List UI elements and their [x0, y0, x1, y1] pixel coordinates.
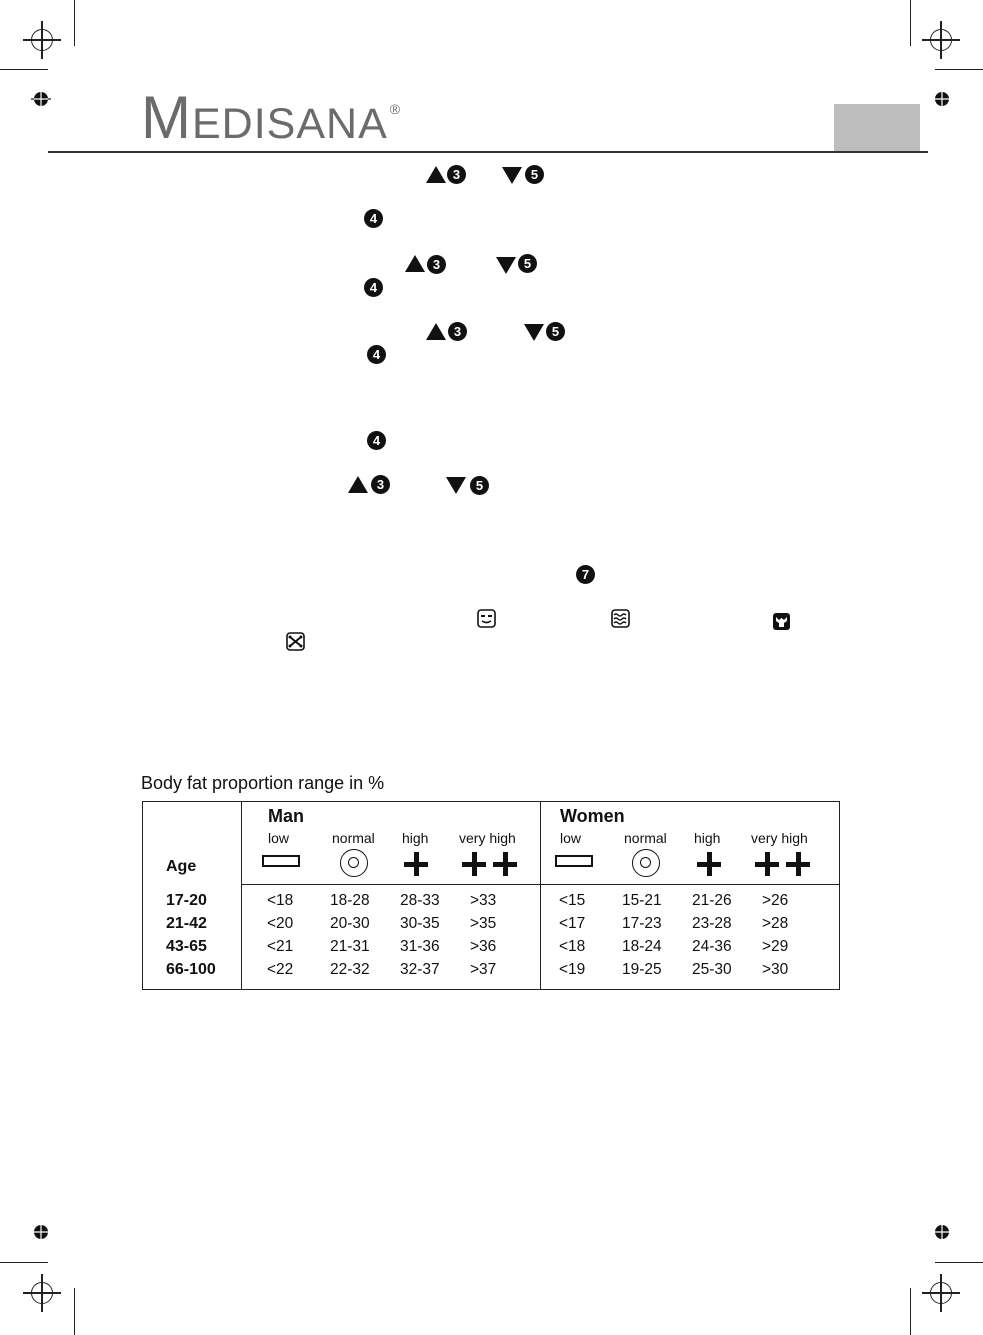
- table-cell: >30: [762, 961, 789, 978]
- table-cell: 32-37: [400, 961, 440, 978]
- women-low-label: low: [560, 830, 582, 846]
- registration-dot-top-right: [932, 89, 952, 109]
- women-very-high-label: very high: [751, 830, 808, 846]
- table-cell: <21: [267, 938, 294, 955]
- table-cell: 30-35: [400, 915, 440, 932]
- table-cell: <18: [267, 892, 294, 909]
- man-very-high-label: very high: [459, 830, 516, 846]
- up-arrow-icon: [426, 166, 446, 183]
- up-arrow-icon: [405, 255, 425, 272]
- normal-circle-icon: [632, 849, 660, 877]
- table-cell: 22-32: [330, 961, 370, 978]
- bone-icon: [286, 632, 305, 651]
- low-rectangle-icon: [555, 855, 593, 867]
- button-4-badge: 4: [364, 278, 383, 297]
- header-rule: [48, 151, 928, 153]
- header-divider: [241, 884, 839, 885]
- table-cell: 15-21: [622, 892, 662, 909]
- registration-dot-top-left: [31, 89, 51, 109]
- table-cell: >36: [470, 938, 497, 955]
- table-cell: <18: [559, 938, 586, 955]
- up-arrow-icon: [426, 323, 446, 340]
- button-3-badge: 3: [448, 322, 467, 341]
- table-cell: 24-36: [692, 938, 732, 955]
- table-cell: 19-25: [622, 961, 662, 978]
- registration-dot-bottom-right: [932, 1222, 952, 1242]
- up-arrow-icon: [348, 476, 368, 493]
- table-cell: 17-23: [622, 915, 662, 932]
- women-high-label: high: [694, 830, 721, 846]
- button-4-badge: 4: [367, 345, 386, 364]
- table-cell: 31-36: [400, 938, 440, 955]
- registration-mark-bottom-left: [31, 1282, 53, 1304]
- high-plus-icon: [404, 852, 428, 876]
- man-normal-label: normal: [332, 830, 375, 846]
- column-divider: [540, 801, 541, 990]
- very-high-plus-icon: [493, 852, 517, 876]
- face-icon: [477, 609, 496, 628]
- women-normal-label: normal: [624, 830, 667, 846]
- age-row-label: 17-20: [166, 892, 207, 909]
- down-arrow-icon: [446, 477, 466, 494]
- down-arrow-icon: [496, 257, 516, 274]
- age-header: Age: [166, 858, 197, 875]
- table-cell: <22: [267, 961, 294, 978]
- water-icon: [611, 609, 630, 628]
- registration-mark-top-right: [930, 29, 952, 51]
- button-3-badge: 3: [427, 255, 446, 274]
- registration-mark-top-left: [31, 29, 53, 51]
- table-cell: <15: [559, 892, 586, 909]
- table-cell: <19: [559, 961, 586, 978]
- table-cell: 20-30: [330, 915, 370, 932]
- button-7-badge: 7: [576, 565, 595, 584]
- column-divider: [241, 801, 242, 990]
- table-cell: 23-28: [692, 915, 732, 932]
- man-high-label: high: [402, 830, 429, 846]
- table-cell: >28: [762, 915, 789, 932]
- table-cell: 21-26: [692, 892, 732, 909]
- table-cell: 18-28: [330, 892, 370, 909]
- table-cell: <20: [267, 915, 294, 932]
- low-rectangle-icon: [262, 855, 300, 867]
- table-cell: >26: [762, 892, 789, 909]
- age-row-label: 21-42: [166, 915, 207, 932]
- table-cell: 21-31: [330, 938, 370, 955]
- button-4-badge: 4: [367, 431, 386, 450]
- table-cell: <17: [559, 915, 586, 932]
- button-5-badge: 5: [546, 322, 565, 341]
- table-cell: 25-30: [692, 961, 732, 978]
- table-cell: 18-24: [622, 938, 662, 955]
- table-cell: >37: [470, 961, 497, 978]
- age-row-label: 43-65: [166, 938, 207, 955]
- age-row-label: 66-100: [166, 961, 216, 978]
- very-high-plus-icon: [462, 852, 486, 876]
- registration-mark-bottom-right: [930, 1282, 952, 1304]
- table-caption: Body fat proportion range in %: [141, 773, 385, 793]
- button-5-badge: 5: [470, 476, 489, 495]
- table-cell: >35: [470, 915, 497, 932]
- language-tab: [834, 104, 920, 151]
- button-3-badge: 3: [447, 165, 466, 184]
- table-cell: 28-33: [400, 892, 440, 909]
- button-3-badge: 3: [371, 475, 390, 494]
- high-plus-icon: [697, 852, 721, 876]
- button-5-badge: 5: [525, 165, 544, 184]
- women-header: Women: [560, 806, 625, 826]
- down-arrow-icon: [524, 324, 544, 341]
- man-header: Man: [268, 806, 304, 826]
- table-cell: >29: [762, 938, 789, 955]
- button-4-badge: 4: [364, 209, 383, 228]
- very-high-plus-icon: [786, 852, 810, 876]
- very-high-plus-icon: [755, 852, 779, 876]
- button-5-badge: 5: [518, 254, 537, 273]
- normal-circle-icon: [340, 849, 368, 877]
- registration-dot-bottom-left: [31, 1222, 51, 1242]
- down-arrow-icon: [502, 167, 522, 184]
- medisana-logo: MEDISANA ®: [141, 84, 402, 151]
- muscle-icon: [772, 612, 791, 631]
- table-cell: >33: [470, 892, 497, 909]
- man-low-label: low: [268, 830, 290, 846]
